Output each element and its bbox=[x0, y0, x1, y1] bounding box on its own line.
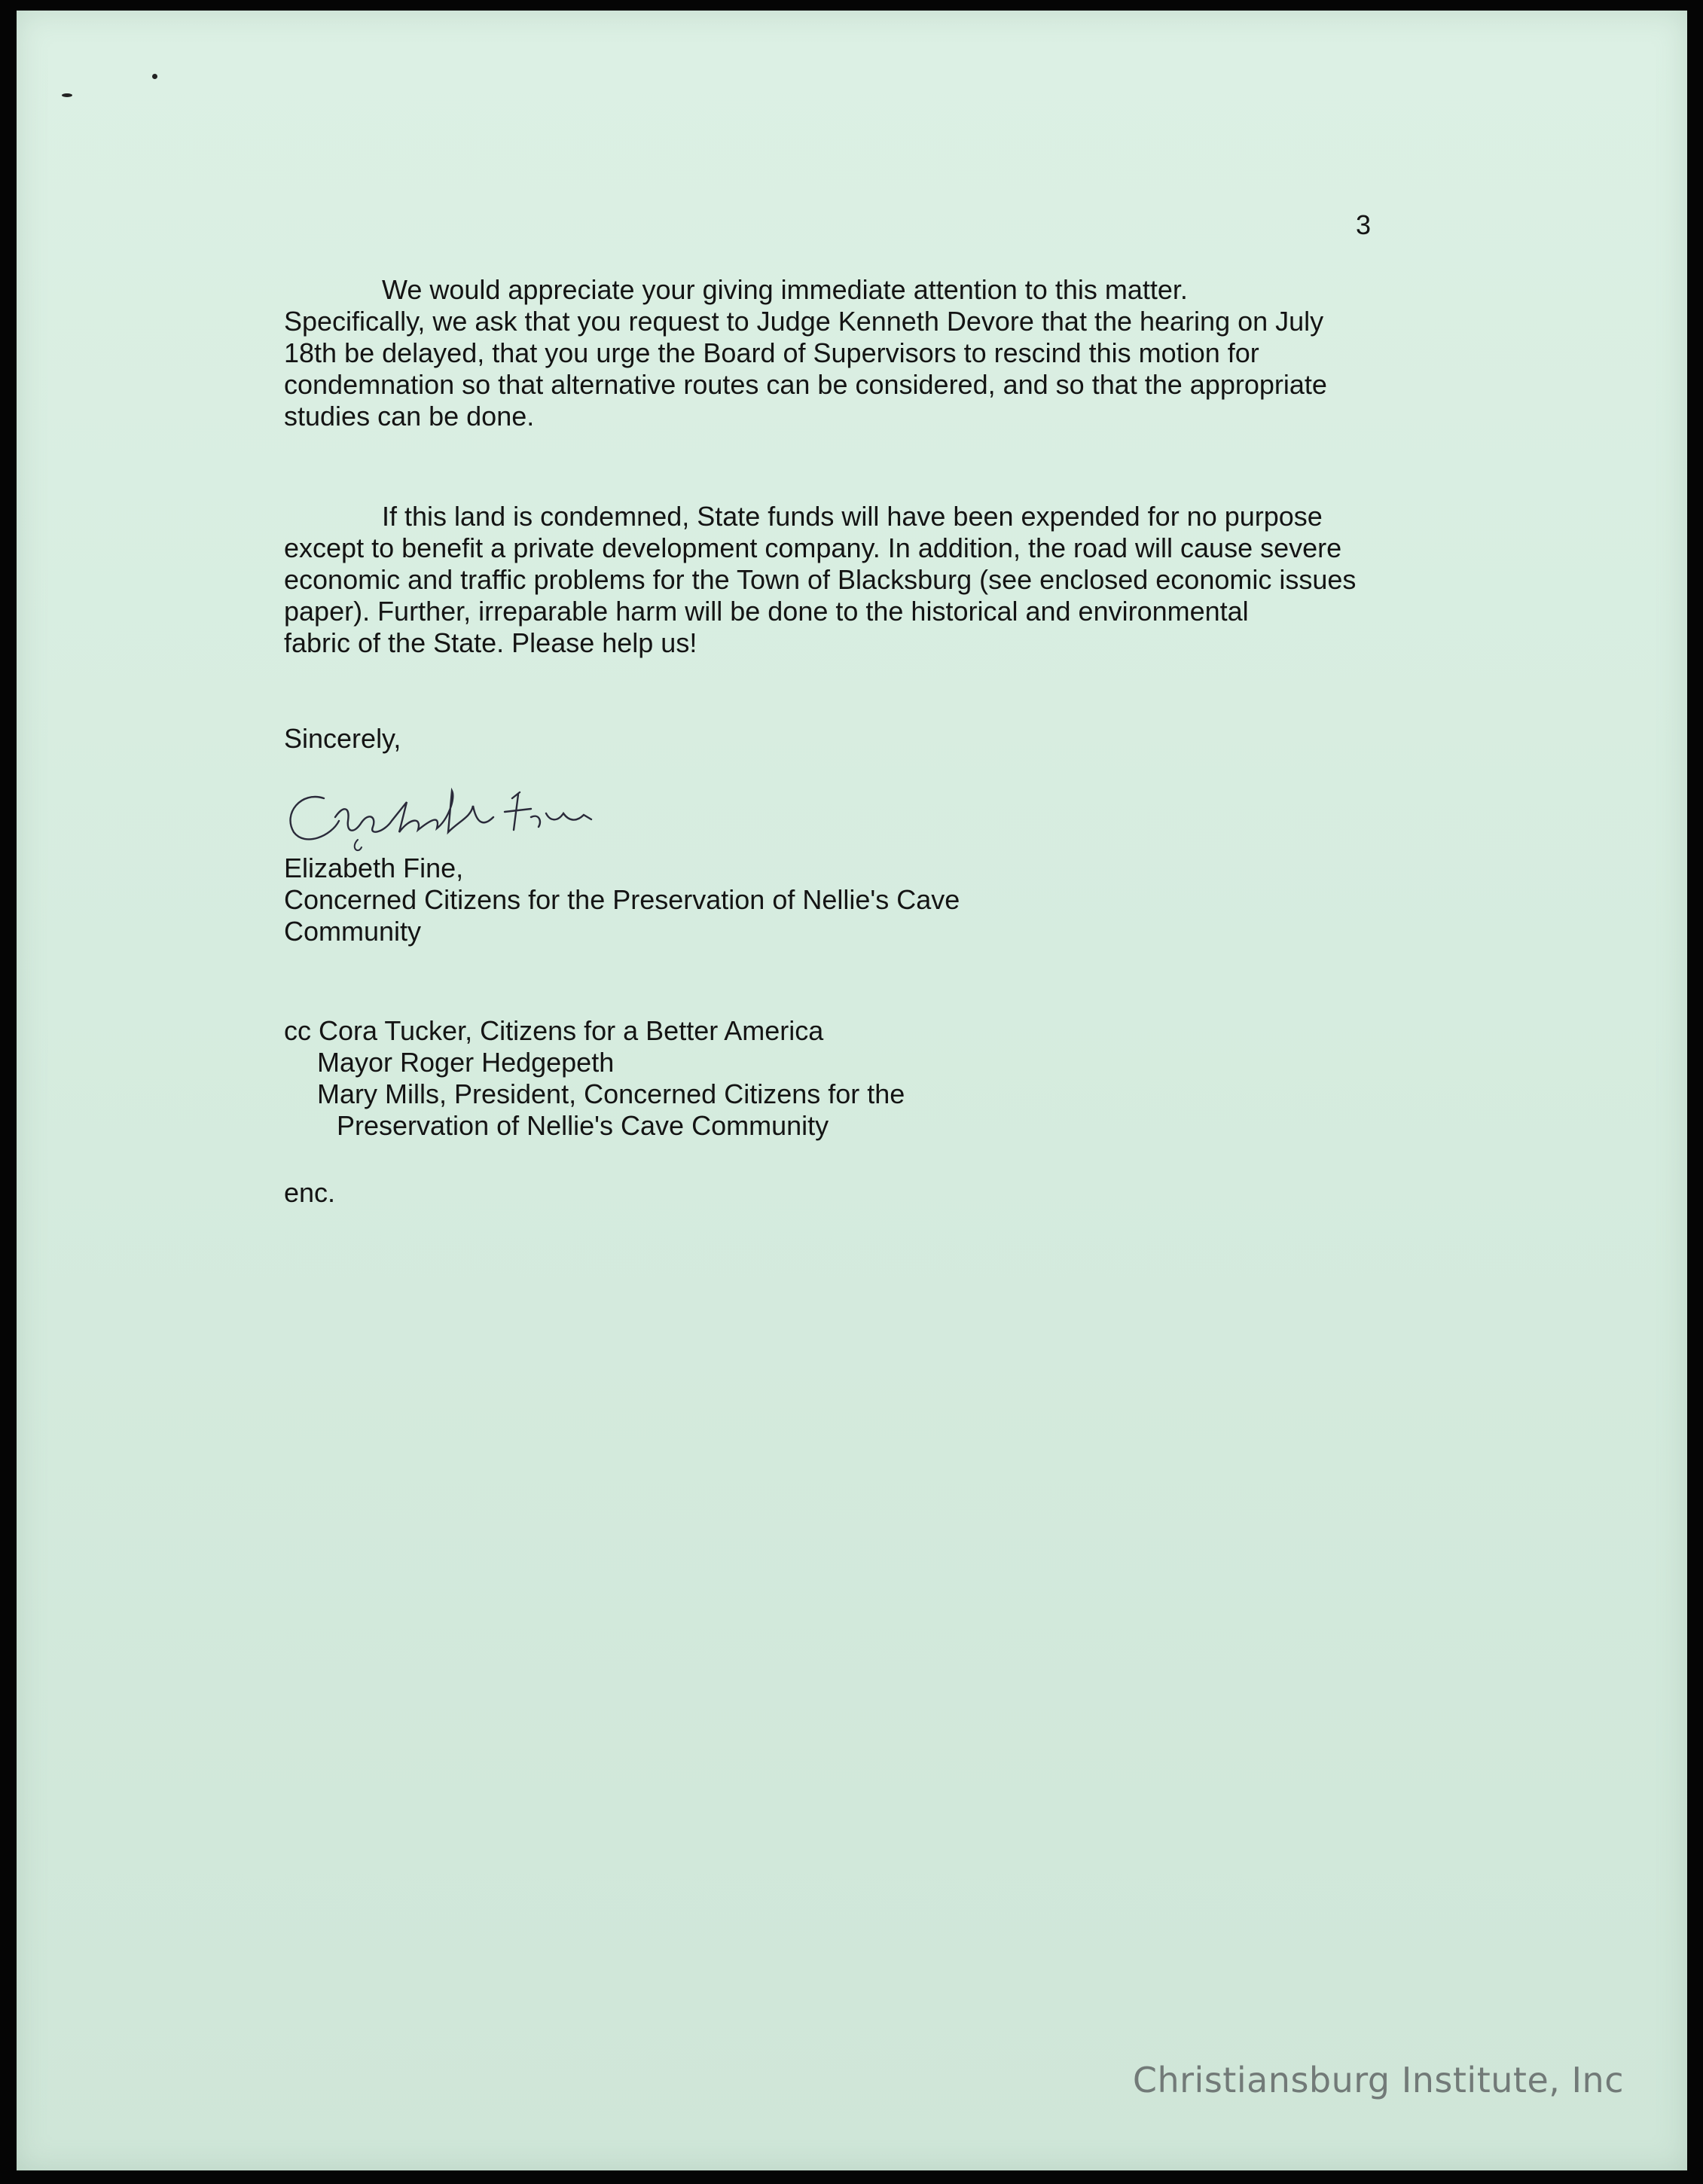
enclosure-note: enc. bbox=[284, 1177, 336, 1208]
body-paragraph-1 bbox=[284, 274, 1459, 432]
paragraph-line: Specifically, we ask that you request to Judge Kenneth Devore that the hearing on July bbox=[284, 306, 1324, 337]
signer-organization: Concerned Citizens for the Preservation of Nellie's Cave bbox=[284, 884, 960, 915]
watermark: Christiansburg Institute, Inc bbox=[1132, 2060, 1624, 2100]
cc-list bbox=[284, 1015, 905, 1142]
paragraph-line: studies can be done. bbox=[284, 401, 535, 432]
paragraph-line: paper). Further, irreparable harm will be done to the historical and environmental bbox=[284, 596, 1249, 627]
body-paragraph-2 bbox=[284, 501, 1459, 659]
ink-speck bbox=[152, 74, 157, 79]
cc-line: Preservation of Nellie's Cave Community bbox=[337, 1110, 829, 1141]
ink-speck bbox=[62, 93, 72, 97]
cc-line: Mayor Roger Hedgepeth bbox=[317, 1047, 615, 1078]
paragraph-line: except to benefit a private development company. In addition, the road will cause severe bbox=[284, 532, 1342, 563]
paragraph-line: economic and traffic problems for the Town of Blacksburg (see enclosed economic issues bbox=[284, 564, 1357, 595]
signer-name: Elizabeth Fine, bbox=[284, 853, 464, 883]
cc-line: Mary Mills, President, Concerned Citizens for the bbox=[317, 1078, 905, 1109]
signer-block bbox=[284, 853, 960, 947]
page-number: 3 bbox=[1356, 209, 1372, 240]
paragraph-line: 18th be delayed, that you urge the Board of Supervisors to rescind this motion for bbox=[284, 337, 1259, 368]
paragraph-line: We would appreciate your giving immediate attention to this matter. bbox=[382, 274, 1188, 305]
paragraph-line: condemnation so that alternative routes can be considered, and so that the appropriate bbox=[284, 369, 1327, 400]
paragraph-line: If this land is condemned, State funds will have been expended for no purpose bbox=[382, 501, 1323, 532]
cc-line: cc Cora Tucker, Citizens for a Better America bbox=[284, 1015, 824, 1046]
handwritten-signature bbox=[279, 776, 640, 859]
signer-organization: Community bbox=[284, 916, 422, 947]
paragraph-line: fabric of the State. Please help us! bbox=[284, 627, 697, 658]
closing: Sincerely, bbox=[284, 723, 401, 754]
